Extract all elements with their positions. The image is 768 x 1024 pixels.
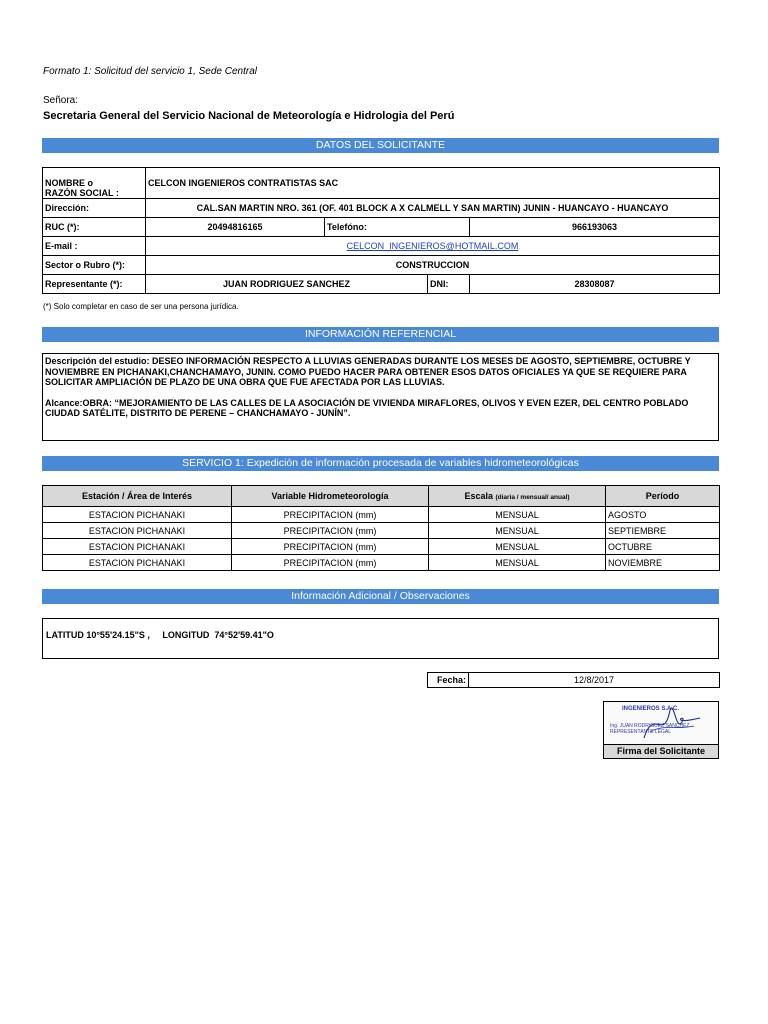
observaciones-text: LATITUD 10°55'24.15"S , LONGITUD 74°52'59.41"O — [46, 630, 274, 640]
row-variable: PRECIPITACION (mm) — [232, 523, 429, 539]
direccion-value: CAL.SAN MARTIN NRO. 361 (OF. 401 BLOCK A X CALMELL Y SAN MARTIN) JUNIN - HUANCAYO - HUANCAYO — [146, 199, 720, 218]
col-header-escala — [429, 486, 606, 507]
row-escala: MENSUAL — [429, 523, 606, 539]
representante-label: Representante (*): — [43, 275, 146, 294]
row-estacion: ESTACION PICHANAKI — [43, 523, 232, 539]
nombre-label-line1: NOMBRE o — [45, 178, 93, 188]
sector-label: Sector o Rubro (*): — [43, 256, 146, 275]
fecha-value: 12/8/2017 — [469, 673, 720, 688]
telefono-value: 966193063 — [470, 218, 720, 237]
row-estacion: ESTACION PICHANAKI — [43, 507, 232, 523]
row-variable: PRECIPITACION (mm) — [232, 539, 429, 555]
signature-scribble-icon — [604, 702, 720, 746]
signature-box — [603, 701, 719, 759]
seal-line-name: Ing. JUAN RODRIGUEZ SANCHEZ — [610, 723, 690, 729]
section-header-servicio: SERVICIO 1: Expedición de información procesada de variables hidrometeorológicas — [42, 456, 719, 471]
fecha-table — [427, 672, 720, 688]
row-variable: PRECIPITACION (mm) — [232, 555, 429, 571]
col-header-variable: Variable Hidrometeorología — [232, 486, 429, 507]
representante-value: JUAN RODRIGUEZ SANCHEZ — [146, 275, 428, 294]
escala-label: Escala — [464, 491, 493, 501]
recipient-title: Secretaria General del Servicio Nacional de Meteorología e Hidrologia del Perú — [43, 110, 455, 122]
row-estacion: ESTACION PICHANAKI — [43, 555, 232, 571]
table-row — [43, 507, 720, 523]
telefono-label: Telefóno: — [325, 218, 470, 237]
row-escala: MENSUAL — [429, 555, 606, 571]
sector-value: CONSTRUCCION — [146, 256, 720, 275]
dni-value: 28308087 — [470, 275, 720, 294]
ruc-value: 20494816165 — [146, 218, 325, 237]
email-label: E-mail : — [43, 237, 146, 256]
section-header-referencial: INFORMACIÓN REFERENCIAL — [42, 327, 719, 342]
company-seal-name: INGENIEROS S.A.C. — [622, 706, 680, 712]
signature-label: Firma del Solicitante — [604, 744, 718, 758]
col-header-estacion: Estación / Área de Interés — [43, 486, 232, 507]
dni-label: DNI: — [428, 275, 470, 294]
alcance-text: Alcance:OBRA: “MEJORAMIENTO DE LAS CALLES DE LA ASOCIACIÓN DE VIVIENDA MIRAFLORES, OLIVOS Y EVEN EZER, DEL CENTRO POBLADO CIUDAD SATÉLITE, DISTRITO DE PERENE – CHANCHAMAYO - JUNÍN”. — [45, 397, 689, 418]
adicional-box — [42, 618, 719, 659]
row-periodo: SEPTIEMBRE — [606, 523, 720, 539]
table-row — [43, 539, 720, 555]
descripcion-text: Descripción del estudio: DESEO INFORMACIÓN RESPECTO A LLUVIAS GENERADAS DURANTE LOS MESES DE AGOSTO, SEPTIEMBRE, OCTUBRE Y NOVIEMBRE EN PICHANAKI,CHANCHAMAYO, JUNIN. COMO PUEDO HACER PARA OBTENER ESOS DATOS OFICIALES YA QUE SE REQUIERE PARA SOLICITAR AMPLIACIÓN DE PLAZO DE UNA OBRA QUE FUE AFECTADA POR LAS LLUVIAS. — [45, 356, 691, 387]
form-format-label: Formato 1: Solicitud del servicio 1, Sede Central — [43, 66, 257, 77]
row-periodo: AGOSTO — [606, 507, 720, 523]
row-variable: PRECIPITACION (mm) — [232, 507, 429, 523]
email-link[interactable]: CELCON_INGENIEROS@HOTMAIL.COM — [346, 241, 519, 251]
row-periodo: OCTUBRE — [606, 539, 720, 555]
nombre-value: CELCON INGENIEROS CONTRATISTAS SAC — [146, 168, 720, 199]
col-header-periodo: Período — [606, 486, 720, 507]
row-escala: MENSUAL — [429, 507, 606, 523]
juridica-note: (*) Solo completar en caso de ser una persona jurídica. — [43, 302, 239, 311]
seal-line-role: REPRESENTANTE LEGAL — [610, 729, 672, 735]
ruc-label: RUC (*): — [43, 218, 146, 237]
table-row — [43, 555, 720, 571]
table-row — [43, 523, 720, 539]
nombre-label-line2: RAZÓN SOCIAL : — [45, 188, 119, 198]
section-header-adicional: Información Adicional / Observaciones — [42, 589, 719, 604]
salutation: Señora: — [43, 95, 79, 106]
nombre-label — [43, 168, 146, 199]
row-escala: MENSUAL — [429, 539, 606, 555]
referencial-box — [42, 353, 719, 441]
servicio-table — [42, 485, 720, 571]
solicitante-table — [42, 167, 720, 294]
section-header-solicitante: DATOS DEL SOLICITANTE — [42, 138, 719, 153]
row-periodo: NOVIEMBRE — [606, 555, 720, 571]
escala-sub-label: (diaria / mensual/ anual) — [495, 494, 570, 501]
row-estacion: ESTACION PICHANAKI — [43, 539, 232, 555]
fecha-label: Fecha: — [428, 673, 469, 688]
direccion-label: Dirección: — [43, 199, 146, 218]
